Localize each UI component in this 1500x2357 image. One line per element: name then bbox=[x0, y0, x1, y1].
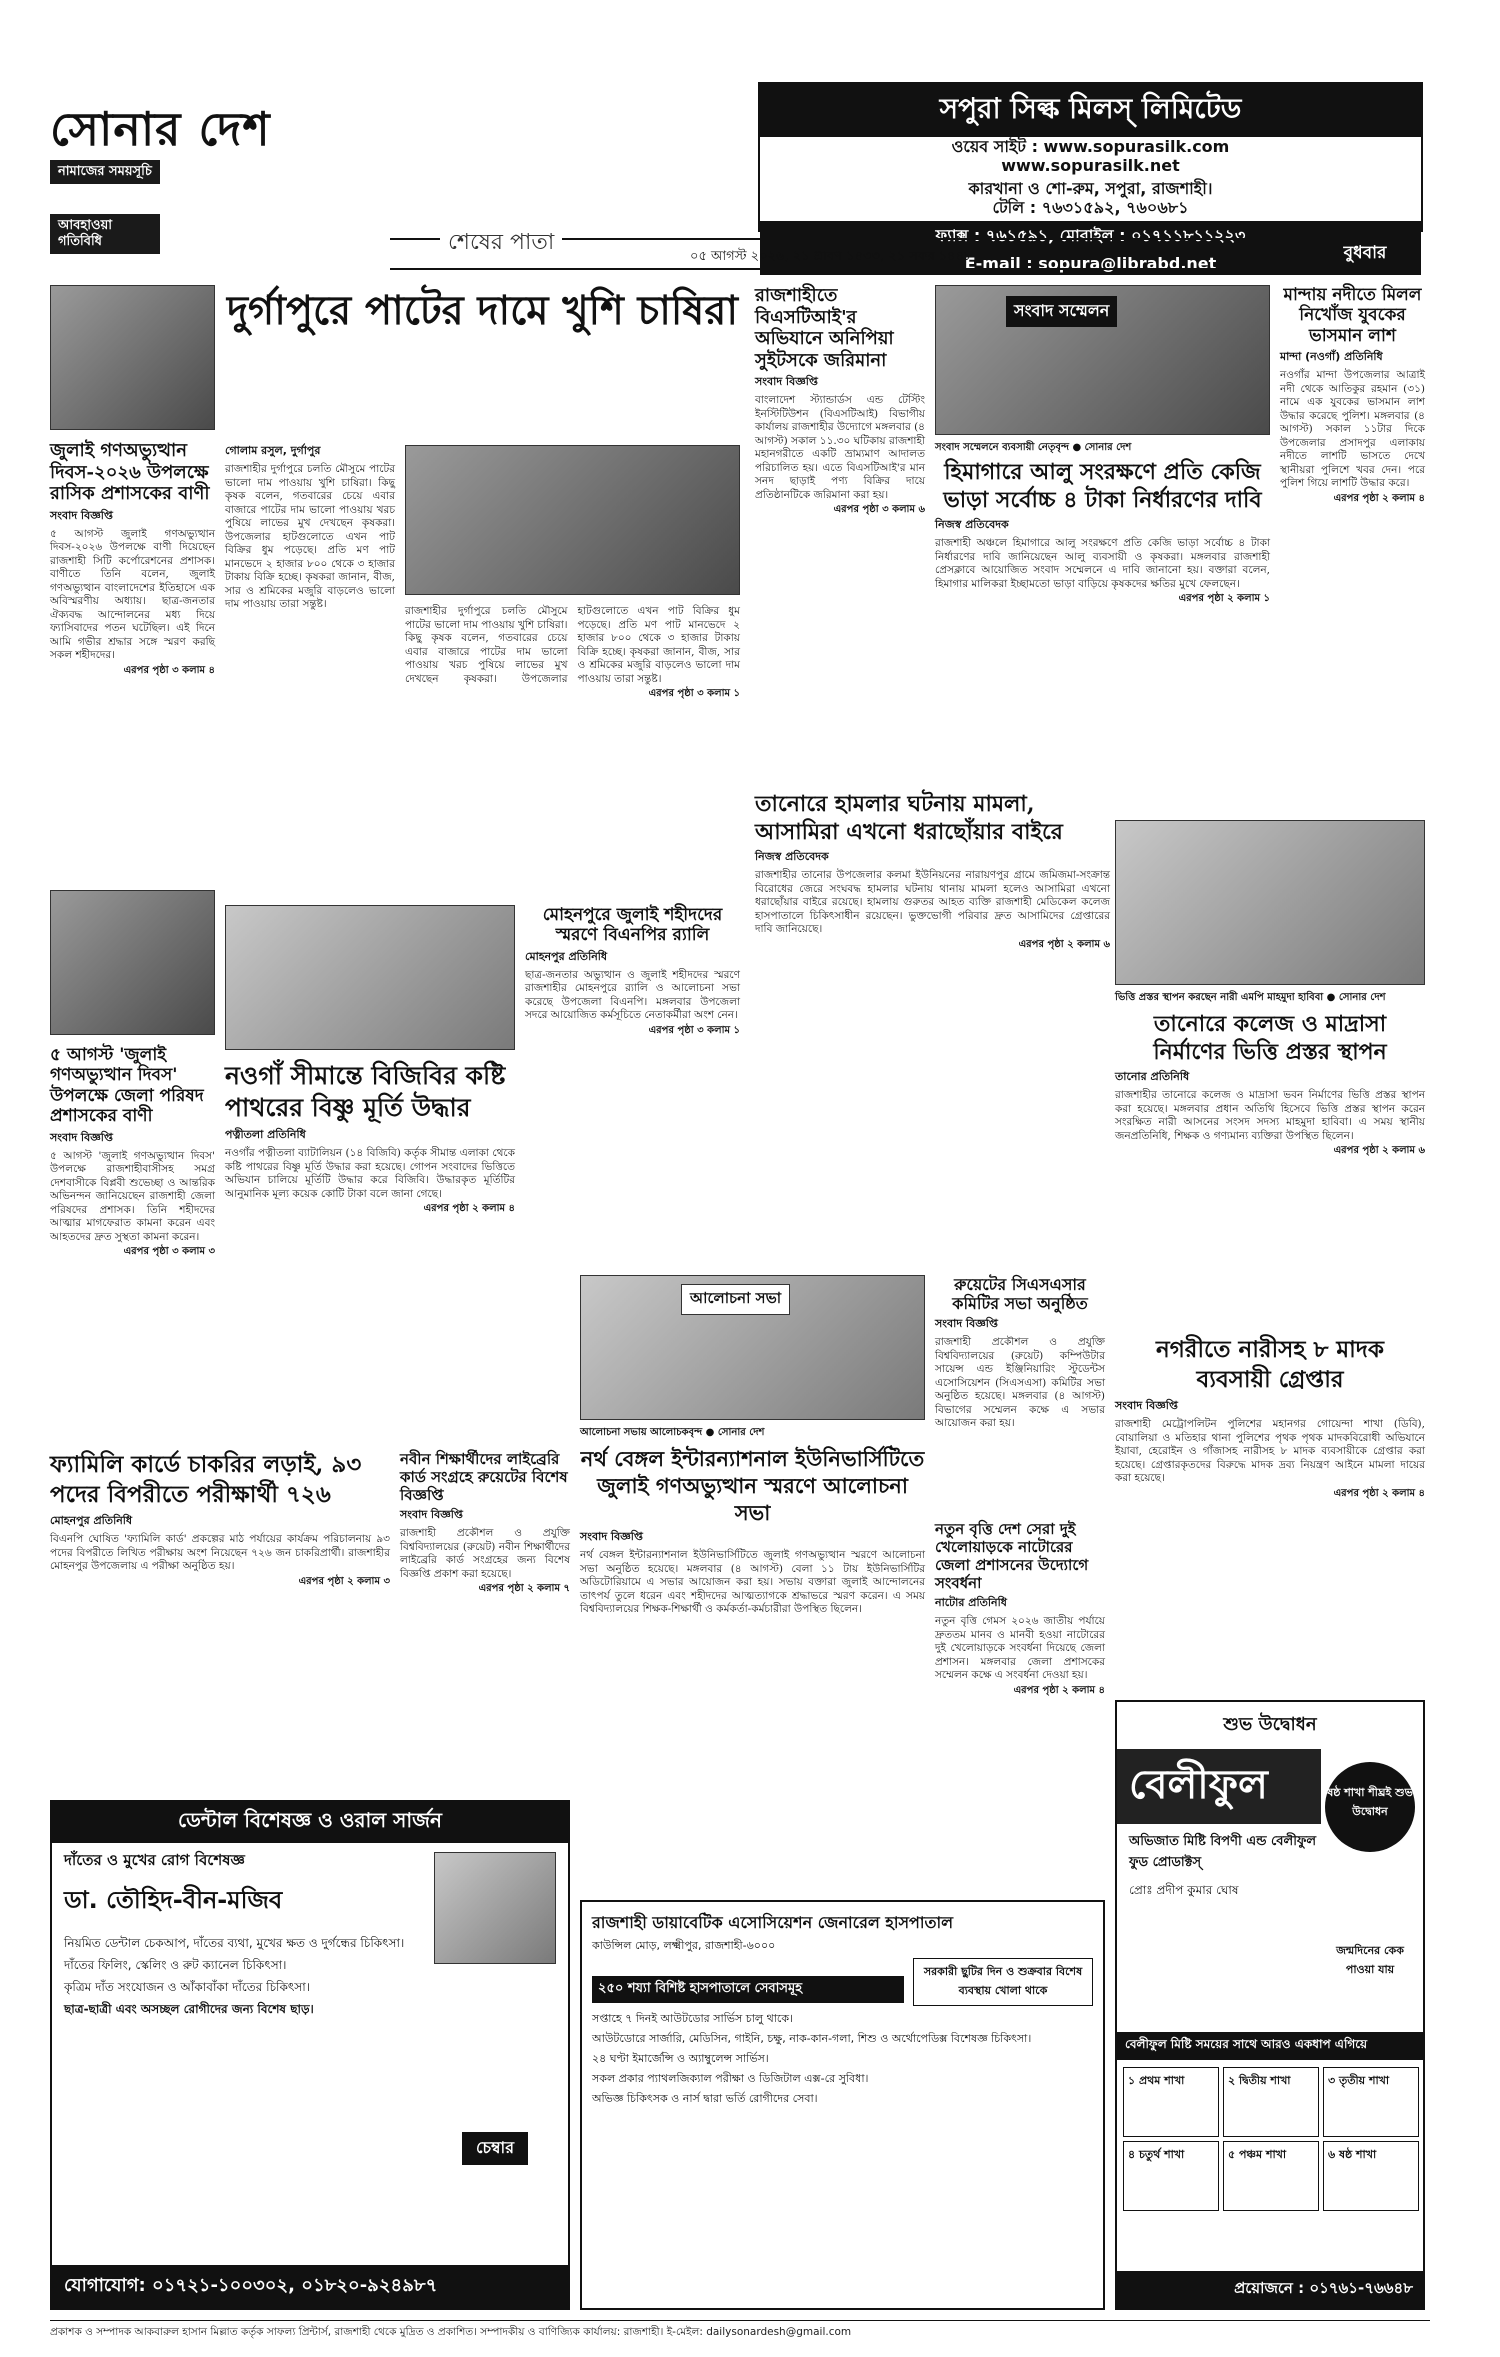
body: নতুন বৃত্তি গেমস ২০২৬ জাতীয় পর্যায়ে দ্রুততম মানব ও মানবী হওয়া নাটোরের দুই খেলোয়াড়কে সংবর্ধনা দিয়েছে জেলা প্রশাসন। মঙ্গলবার জেলা প্রশাসকের সম্মেলন কক্ষে এ সংবর্ধনা দেওয়া হয়। bbox=[935, 1615, 1105, 1681]
ad-email[interactable]: E-mail : sopura@librabd.net bbox=[760, 252, 1421, 275]
byline: সংবাদ বিজ্ঞপ্তি bbox=[935, 1317, 998, 1331]
story-cold-storage bbox=[935, 458, 1270, 608]
ad-branch-badge: ষষ্ঠ শাখা শীঘ্রই শুভ উদ্বোধন bbox=[1325, 1762, 1415, 1852]
ad-item: সপ্তাহে ৭ দিনই আউটডোর সার্ভিস চালু থাকে। bbox=[592, 2012, 793, 2025]
ad-badge: সরকারী ছুটির দিন ও শুক্রবার বিশেষ ব্যবস্থায় খোলা থাকে bbox=[913, 1958, 1093, 2006]
body: ৫ আগস্ট 'জুলাই গণঅভ্যুত্থান দিবস' উপলক্ষে রাজশাহীবাসীসহ সমগ্র দেশবাসীকে বিপ্লবী শুভেচ্ছা ও আন্তরিক অভিনন্দন জানিয়েছেন রাজশাহী জেলা পরিষদের প্রশাসক। তিনি শহীদদের আত্মার মাগফেরাত কামনা করেন এবং আহতদের দ্রুত সুস্থতা কামনা করেন। bbox=[50, 1149, 215, 1243]
byline: সংবাদ বিজ্ঞপ্তি bbox=[755, 375, 818, 389]
continued[interactable]: এরপর পৃষ্ঠা ২ কলাম ৪ bbox=[1013, 1684, 1105, 1696]
headline: হিমাগারে আলু সংরক্ষণে প্রতি কেজি ভাড়া সর্বোচ্চ ৪ টাকা নির্ধারণের দাবি bbox=[943, 459, 1262, 513]
story-lead-body2 bbox=[405, 605, 740, 703]
story-lead bbox=[225, 285, 740, 337]
photo-district-administrator bbox=[50, 890, 215, 1035]
photo-jute-market bbox=[405, 445, 740, 595]
continued[interactable]: এরপর পৃষ্ঠা ২ কলাম ৪ bbox=[1333, 1487, 1425, 1499]
branch: ৫ পঞ্চম শাখা bbox=[1223, 2141, 1319, 2211]
masthead-tabs bbox=[50, 160, 160, 254]
story-nbiu bbox=[580, 1445, 925, 1617]
headline: মান্দায় নদীতে মিলল নিখোঁজ যুবকের ভাসমান লাশ bbox=[1283, 285, 1422, 346]
branch: ১ প্রথম শাখা bbox=[1123, 2067, 1219, 2137]
headline: ৫ আগস্ট 'জুলাই গণঅভ্যুত্থান দিবস' উপলক্ষে জেলা পরিষদ প্রশাসকের বাণী bbox=[50, 1045, 204, 1127]
ad-services bbox=[52, 1924, 436, 2028]
byline: সংবাদ বিজ্ঞপ্তি bbox=[50, 508, 113, 522]
ad-contact[interactable]: যোগাযোগ: ০১৭২১-১০০৩০২, ০১৮২০-৯২৪৯৮৭ bbox=[52, 2265, 568, 2308]
ad-item: সকল প্রকার প্যাথলজিক্যাল পরীক্ষা ও ডিজিটাল এক্স-রে সুবিধা। bbox=[592, 2072, 869, 2085]
headline: রাজশাহীতে বিএসটিআই'র অভিযানে অনিপিয়া সুইটসকে জরিমানা bbox=[755, 285, 894, 371]
tab-weather[interactable]: আবহাওয়া গতিবিধি bbox=[50, 214, 160, 254]
date-text: ০৫ আগস্ট ২০২৬, ২১ শ্রাবণ ১৪৩৩, ২১ সফর ১৪৪৮ bbox=[690, 249, 973, 264]
headline: তানোরে হামলার ঘটনায় মামলা, আসামিরা এখনো ধরাছোঁয়ার বাইরে bbox=[755, 791, 1063, 845]
headline: নগরীতে নারীসহ ৮ মাদক ব্যবসায়ী গ্রেপ্তার bbox=[1155, 1336, 1384, 1393]
photo-caption: আলোচনা সভায় আলোচকবৃন্দ ● সোনার দেশ bbox=[580, 1427, 765, 1438]
body: ৫ আগস্ট জুলাই গণঅভ্যুত্থান দিবস-২০২৬ উপলক্ষে বাণী দিয়েছেন রাজশাহী সিটি কর্পোরেশনের প্রশাসক। বাণীতে তিনি বলেন, জুলাই গণঅভ্যুত্থান বাংলাদেশের ইতিহাসে এক অবিস্মরণীয় অধ্যায়। ছাত্র-জনতার ঐক্যবদ্ধ আন্দোলনের মধ্য দিয়ে ফ্যাসিবাদের পতন ঘটেছিল। এই দিনে আমি গভীর শ্রদ্ধার সঙ্গে স্মরণ করছি সকল শহীদদের। bbox=[50, 527, 215, 662]
ad-subtitle: দাঁতের ও মুখের রোগ বিশেষজ্ঞ bbox=[64, 1851, 245, 1869]
body: রাজশাহীর দুর্গাপুরে চলতি মৌসুমে পাটের ভালো দাম পাওয়ায় খুশি চাষিরা। কিছু কৃষক বলেন, গতবারের চেয়ে এবার বাজারে পাটের দাম ভালো পাওয়ায় খরচ পুষিয়ে লাভের মুখ দেখছেন কৃষকরা। উপজেলার হাটগুলোতে এখন পাট বিক্রির ধুম পড়েছে। প্রতি মণ পাট মানভেদে ২ হাজার ৮০০ থেকে ৩ হাজার টাকায় বিক্রি হচ্ছে। কৃষকরা জানান, বীজ, সার ও শ্রমিকের মজুরি বাড়লেও ভালো দাম পাওয়ায় তারা সন্তুষ্ট। bbox=[225, 463, 395, 610]
photo-press-conference bbox=[935, 285, 1270, 435]
ad-title: রাজশাহী ডায়াবেটিক এসোসিয়েশন জেনারেল হাসপাতাল bbox=[592, 1913, 954, 1932]
body: বাংলাদেশ স্ট্যান্ডার্ডস এন্ড টেস্টিং ইনস্টিটিউশন (বিএসটিআই) বিভাগীয় কার্যালয় রাজশাহীর উদ্যোগে মঙ্গলবার (৪ আগস্ট) সকাল ১১.৩০ ঘটিকায় রাজশাহী মহানগরীতে একটি ভ্রাম্যমাণ আদালত পরিচালিত হয়। এতে বিএসটিআই'র মান সনদ ছাড়াই পণ্য বিক্রির দায়ে প্রতিষ্ঠানটিকে জরিমানা করা হয়। bbox=[755, 394, 925, 501]
ad-website2[interactable]: www.sopurasilk.net bbox=[1001, 156, 1180, 175]
headline: রুয়েটের সিএসএসার কমিটির সভা অনুষ্ঠিত bbox=[952, 1275, 1088, 1314]
continued[interactable]: এরপর পৃষ্ঠা ৩ কলাম ১ bbox=[648, 1024, 740, 1036]
ad-hospital bbox=[580, 1900, 1105, 2310]
ad-dental bbox=[50, 1800, 570, 2310]
ad-quality: বেলীফুল মিষ্টি সময়ের সাথে আরও একধাপ এগিয়ে bbox=[1117, 2032, 1423, 2060]
ad-section: ২৫০ শয্যা বিশিষ্ট হাসপাতালে সেবাসমূহ bbox=[592, 1976, 904, 2003]
continued[interactable]: এরপর পৃষ্ঠা ২ কলাম ৬ bbox=[1333, 1145, 1425, 1156]
byline: গোলাম রসুল, দুর্গাপুর bbox=[225, 444, 321, 457]
byline: পত্নীতলা প্রতিনিধি bbox=[225, 1128, 306, 1141]
body: রাজশাহী মেট্রোপলিটন পুলিশের মহানগর গোয়েন্দা শাখা (ডিবি), বোয়ালিয়া ও মতিহার থানা পুলিশের পৃথক পৃথক মাদকবিরোধী অভিযানে ইয়াবা, হেরোইন ও গাঁজাসহ নারীসহ ৮ মাদক ব্যবসায়ীকে গ্রেপ্তার করা হয়েছে। গ্রেপ্তারকৃতদের বিরুদ্ধে মাদক দ্রব্য নিয়ন্ত্রণ আইনে মামলা দায়ের করা হয়েছে। bbox=[1115, 1418, 1425, 1484]
body: রাজশাহী অঞ্চলে হিমাগারে আলু সংরক্ষণে প্রতি কেজি ভাড়া সর্বোচ্চ ৪ টাকা নির্ধারণের দাবি জানিয়েছেন আলু ব্যবসায়ী ও কৃষকরা। মঙ্গলবার রাজশাহী প্রেসক্লাবে আয়োজিত সংবাদ সম্মেলনে এ দাবি জানানো হয়। বক্তারা বলেন, হিমাগার মালিকরা ইচ্ছামতো ভাড়া বাড়িয়ে কৃষকদের ক্ষতির মুখে ফেলছেন। bbox=[935, 537, 1270, 590]
ad-tag: অভিজাত মিষ্টি বিপণী এন্ড বেলীফুল ফুড প্রোডাক্টস্ bbox=[1129, 1834, 1317, 1870]
continued[interactable]: এরপর পৃষ্ঠা ২ কলাম ১ bbox=[1178, 593, 1270, 604]
headline: নওগাঁ সীমান্তে বিজিবির কষ্টি পাথরের বিষ্ণু মূর্তি উদ্ধার bbox=[225, 1061, 506, 1122]
tooth-icon bbox=[434, 1852, 556, 1964]
ad-phone[interactable]: প্রয়োজনে : ০১৭৬১-৭৬৬৪৮ bbox=[1117, 2271, 1423, 2308]
photo-rasik-administrator bbox=[50, 285, 215, 430]
byline: নাটোর প্রতিনিধি bbox=[935, 1596, 1007, 1609]
continued[interactable]: এরপর পৃষ্ঠা ২ কলাম ৬ bbox=[1018, 938, 1110, 950]
body: নর্থ বেঙ্গল ইন্টারন্যাশনাল ইউনিভার্সিটিতে জুলাই গণঅভ্যুত্থান স্মরণে আলোচনা সভা অনুষ্ঠিত হয়েছে। মঙ্গলবার (৪ আগস্ট) বেলা ১১ টায় ইউনিভার্সিটির অডিটোরিয়ামে এ সভার আয়োজন করা হয়। সভায় বক্তারা জুলাই আন্দোলনের তাৎপর্য তুলে ধরেন এবং শহীদদের আত্মত্যাগকে শ্রদ্ধাভরে স্মরণ করেন। এ সময় বিশ্ববিদ্যালয়ের শিক্ষক-শিক্ষার্থী ও কর্মকর্তা-কর্মচারীরা উপস্থিত ছিলেন। bbox=[580, 1549, 925, 1615]
byline: মান্দা (নওগাঁ) প্রতিনিধি bbox=[1280, 350, 1383, 364]
ad-item: আউটডোরে সার্জারি, মেডিসিন, গাইনি, চক্ষু, নাক-কান-গলা, শিশু ও অর্থোপেডিক্স বিশেষজ্ঞ চিকিৎসা। bbox=[592, 2032, 1032, 2045]
ad-owner: প্রোঃ প্রদীপ কুমার ঘোষ bbox=[1129, 1883, 1239, 1897]
body: রাজশাহীর তানোরে কলেজ ও মাদ্রাসা ভবন নির্মাণের ভিত্তি প্রস্তর স্থাপন করা হয়েছে। মঙ্গলবার প্রধান অতিথি হিসেবে ভিত্তি প্রস্তর স্থাপন করেন সংরক্ষিত নারী আসনের সংসদ সদস্য মাহমুদা হাবিবা। এ সময় স্থানীয় জনপ্রতিনিধি, শিক্ষক ও গণ্যমান্য ব্যক্তিরা উপস্থিত ছিলেন। bbox=[1115, 1089, 1425, 1142]
story-lead-body bbox=[225, 440, 395, 612]
story-left2 bbox=[50, 1045, 215, 1261]
branch: ৬ ষষ্ঠ শাখা bbox=[1323, 2141, 1419, 2211]
photo-caption: ভিত্তি প্রস্তর স্থাপন করছেন নারী এমপি মাহমুদা হাবিবা ● সোনার দেশ bbox=[1115, 992, 1386, 1003]
ad-item: ছাত্র-ছাত্রী এবং অসচ্ছল রোগীদের জন্য বিশেষ ছাড়। bbox=[64, 2002, 314, 2016]
ad-item: নিয়মিত ডেন্টাল চেকআপ, দাঁতের ব্যথা, মুখের ক্ষত ও দুর্গন্ধের চিকিৎসা। bbox=[64, 1936, 405, 1950]
photo-caption: সংবাদ সম্মেলনে ব্যবসায়ী নেতৃবৃন্দ ● সোনার দেশ bbox=[935, 442, 1132, 453]
body: রাজশাহীর তানোর উপজেলার কলমা ইউনিয়নের নারায়ণপুর গ্রামে জমিজমা-সংক্রান্ত বিরোধের জেরে সংঘবদ্ধ হামলার ঘটনায় থানায় মামলা হলেও আসামিরা এখনো ধরাছোঁয়ার বাইরে রয়েছে। হামলায় গুরুতর আহত ব্যক্তি রাজশাহী মেডিকেল কলেজ হাসপাতালে চিকিৎসাধীন রয়েছেন। ভুক্তভোগী পরিবার দ্রুত আসামিদের গ্রেপ্তারের দাবি জানিয়েছে। bbox=[755, 869, 1110, 935]
headline: তানোরে কলেজ ও মাদ্রাসা নির্মাণের ভিত্তি প্রস্তর স্থাপন bbox=[1153, 1011, 1387, 1065]
continued[interactable]: এরপর পৃষ্ঠা ২ কলাম ৩ bbox=[298, 1575, 390, 1587]
ad-website1[interactable]: ওয়েব সাইট : www.sopurasilk.com bbox=[951, 137, 1230, 156]
tab-prayer-times[interactable]: নামাজের সময়সূচি bbox=[50, 160, 160, 184]
ad-chamber: চেম্বার bbox=[462, 2132, 528, 2165]
ad-item: ২৪ ঘণ্টা ইমার্জেন্সি ও অ্যাম্বুলেন্স সার্ভিস। bbox=[592, 2052, 769, 2065]
story-tanore-case bbox=[755, 790, 1110, 954]
continued[interactable]: এরপর পৃষ্ঠা ২ কলাম ৭ bbox=[478, 1583, 570, 1594]
body: নওগাঁর পত্নীতলা ব্যাটালিয়ন (১৪ বিজিবি) কর্তৃক সীমান্ত এলাকা থেকে কষ্টি পাথরের বিষ্ণু মূর্তি উদ্ধার করা হয়েছে। গোপন সংবাদের ভিত্তিতে অভিযান চালিয়ে মূর্তিটি উদ্ধার করে বিজিবি। উদ্ধারকৃত মূর্তিটির আনুমানিক মূল্য কয়েক কোটি টাকা বলে জানা গেছে। bbox=[225, 1147, 515, 1200]
story-ruet bbox=[935, 1275, 1105, 1431]
ad-phone: টেলি : ৭৬৩১৫৯২, ৭৬০৬৮১ bbox=[992, 198, 1189, 217]
branch: ২ দ্বিতীয় শাখা bbox=[1223, 2067, 1319, 2137]
byline: তানোর প্রতিনিধি bbox=[1115, 1070, 1190, 1083]
day-name: বুধবার bbox=[1310, 236, 1420, 270]
continued[interactable]: এরপর পৃষ্ঠা ৩ কলাম ৪ bbox=[123, 664, 215, 676]
headline: নতুন বৃত্তি দেশ সেরা দুই খেলোয়াড়কে নাটোরের জেলা প্রশাসনের উদ্যোগে সংবর্ধনা bbox=[935, 1520, 1089, 1592]
byline: মোহনপুর প্রতিনিধি bbox=[50, 1514, 133, 1527]
ad-branches bbox=[1123, 2067, 1419, 2211]
headline: নবীন শিক্ষার্থীদের লাইব্রেরি কার্ড সংগ্রহে রুয়েটের বিশেষ বিজ্ঞপ্তি bbox=[400, 1450, 568, 1504]
ad-company: সপুরা সিল্ক মিলস্ লিমিটেড bbox=[760, 84, 1421, 137]
body: রাজশাহীর দুর্গাপুরে চলতি মৌসুমে পাটের ভালো দাম পাওয়ায় খুশি চাষিরা। কিছু কৃষক বলেন, গতবারের চেয়ে এবার বাজারে পাটের দাম ভালো পাওয়ায় খরচ পুষিয়ে লাভের মুখ দেখছেন কৃষকরা। উপজেলার হাটগুলোতে এখন পাট বিক্রির ধুম পড়েছে। প্রতি মণ পাট মানভেদে ২ হাজার ৮০০ থেকে ৩ হাজার টাকায় বিক্রি হচ্ছে। কৃষকরা জানান, বীজ, সার ও শ্রমিকের মজুরি বাড়লেও ভালো দাম পাওয়ায় তারা সন্তুষ্ট। bbox=[405, 605, 740, 685]
ad-sweets bbox=[1115, 1700, 1425, 2310]
story-left1 bbox=[50, 440, 215, 680]
ad-services bbox=[582, 2009, 1103, 2109]
continued[interactable]: এরপর পৃষ্ঠা ৩ কলাম ৩ bbox=[123, 1246, 215, 1258]
page-name: শেষের পাতা bbox=[440, 225, 562, 262]
continued[interactable]: এরপর পৃষ্ঠা ৩ কলাম ৬ bbox=[833, 504, 925, 516]
ad-address: কাউন্সিল মোড়, লক্ষ্মীপুর, রাজশাহী-৬০০০ bbox=[592, 1939, 776, 1952]
story-athletes bbox=[935, 1520, 1105, 1700]
footer-imprint: প্রকাশক ও সম্পাদক আকবারুল হাসান মিল্লাত কর্তৃক সাফল্য প্রিন্টার্স, রাজশাহী থেকে মুদ্রিত ও প্রকাশিত। সম্পাদকীয় ও বাণিজ্যিক কার্যালয়: রাজশাহী। ই-মেইল: dailysonardesh@gmail.com bbox=[50, 2320, 1430, 2342]
ad-item: কৃত্রিম দাঁত সংযোজন ও আঁকাবাঁকা দাঁতের চিকিৎসা। bbox=[64, 1980, 310, 1994]
ad-address: কারখানা ও শো-রুম, সপুরা, রাজশাহী। bbox=[968, 179, 1213, 198]
masthead-title: সোনার দেশ bbox=[50, 102, 271, 156]
headline: মোহনপুরে জুলাই শহীদদের স্মরণে বিএনপির র‍্যালি bbox=[542, 905, 723, 946]
headline: নর্থ বেঙ্গল ইন্টারন্যাশনাল ইউনিভার্সিটিতে জুলাই গণঅভ্যুত্থান স্মরণে আলোচনা সভা bbox=[580, 1446, 925, 1525]
ad-opening: শুভ উদ্বোধন bbox=[1223, 1714, 1317, 1735]
body: রাজশাহী প্রকৌশল ও প্রযুক্তি বিশ্ববিদ্যালয়ের (রুয়েট) কম্পিউটার সায়েন্স এন্ড ইঞ্জিনিয়ারিং স্টুডেন্টস এসোসিয়েশন (সিএসএসা) কমিটির সভা অনুষ্ঠিত হয়েছে। মঙ্গলবার (৪ আগস্ট) বিভাগের সম্মেলন কক্ষে এ সভার আয়োজন করা হয়। bbox=[935, 1336, 1105, 1430]
byline: মোহনপুর প্রতিনিধি bbox=[525, 949, 608, 963]
story-family-card bbox=[50, 1450, 390, 1591]
ad-title: ডেন্টাল বিশেষজ্ঞ ও ওরাল সার্জন bbox=[52, 1802, 568, 1843]
body: বিএনপি ঘোষিত 'ফ্যামিলি কার্ড' প্রকল্পের মাঠ পর্যায়ের কার্যক্রম পরিচালনায় ৯৩ পদের বিপরীতে লিখিত পরীক্ষায় অংশ নিয়েছেন ৭২৬ জন চাকরিপ্রার্থী। রাজশাহীর মোহনপুর উপজেলায় এ পরীক্ষা অনুষ্ঠিত হয়। bbox=[50, 1533, 390, 1572]
photo-discussion bbox=[580, 1275, 925, 1420]
headline: দুর্গাপুরে পাটের দামে খুশি চাষিরা bbox=[227, 287, 738, 334]
byline: নিজস্ব প্রতিবেদক bbox=[935, 518, 1009, 531]
continued[interactable]: এরপর পৃষ্ঠা ২ কলাম ৪ bbox=[423, 1203, 515, 1214]
byline: সংবাদ বিজ্ঞপ্তি bbox=[400, 1508, 463, 1521]
story-body-found bbox=[1280, 285, 1425, 508]
story-bsti bbox=[755, 285, 925, 519]
story-bgb bbox=[225, 1060, 515, 1218]
byline: নিজস্ব প্রতিবেদক bbox=[755, 850, 829, 863]
byline: সংবাদ বিজ্ঞপ্তি bbox=[50, 1130, 113, 1144]
continued[interactable]: এরপর পৃষ্ঠা ৩ কলাম ১ bbox=[648, 688, 740, 699]
banner-text: সংবাদ সম্মেলন bbox=[1006, 296, 1117, 327]
ad-doctor: ডা. তৌহিদ-বীন-মজিব bbox=[64, 1886, 283, 1914]
story-drugs bbox=[1115, 1335, 1425, 1503]
ad-fax: ফ্যাক্স : ৭৬১৫৯১, মোবাইল : ০১৭১১৮১১২২৩ bbox=[760, 221, 1421, 252]
headline: জুলাই গণঅভ্যুত্থান দিবস-২০২৬ উপলক্ষে রাসিক প্রশাসকের বাণী bbox=[50, 440, 210, 505]
ad-item: অভিজ্ঞ চিকিৎসক ও নার্স দ্বারা ভর্তি রোগীদের সেবা। bbox=[592, 2092, 818, 2105]
byline: সংবাদ বিজ্ঞপ্তি bbox=[580, 1530, 643, 1543]
photo-foundation-stone bbox=[1115, 820, 1425, 985]
ad-brand: বেলীফুল bbox=[1117, 1749, 1321, 1824]
body: রাজশাহী প্রকৌশল ও প্রযুক্তি বিশ্ববিদ্যালয়ের (রুয়েট) নবীন শিক্ষার্থীদের লাইব্রেরি কার্ড সংগ্রহের জন্য বিশেষ বিজ্ঞপ্তি প্রকাশ করা হয়েছে। bbox=[400, 1527, 570, 1580]
body: নওগাঁর মান্দা উপজেলার আত্রাই নদী থেকে আতিকুর রহমান (৩১) নামে এক যুবকের ভাসমান লাশ উদ্ধার করেছে পুলিশ। মঙ্গলবার (৪ আগস্ট) সকাল ১১টার দিকে উপজেলার প্রসাদপুর এলাকায় নদীতে লাশটি ভাসতে দেখে স্থানীয়রা পুলিশে খবর দেন। পরে পুলিশ গিয়ে লাশটি উদ্ধার করে। bbox=[1280, 369, 1425, 490]
continued[interactable]: এরপর পৃষ্ঠা ২ কলাম ৪ bbox=[1333, 492, 1425, 504]
ad-cake: জন্মদিনের কেক পাওয়া যায় bbox=[1336, 1944, 1404, 1976]
banner-text: আলোচনা সভা bbox=[681, 1284, 790, 1315]
body: ছাত্র-জনতার অভ্যুত্থান ও জুলাই শহীদদের স্মরণে রাজশাহীর মোহনপুরে র‍্যালি ও আলোচনা সভা করেছে উপজেলা বিএনপি। মঙ্গলবার উপজেলা সদরে আয়োজিত কর্মসূচিতে নেতাকর্মীরা অংশ নেন। bbox=[525, 968, 740, 1022]
photo-bgb-idol bbox=[225, 905, 515, 1050]
branch: ৩ তৃতীয় শাখা bbox=[1323, 2067, 1419, 2137]
story-rally bbox=[525, 905, 740, 1040]
byline: সংবাদ বিজ্ঞপ্তি bbox=[1115, 1399, 1178, 1412]
story-library bbox=[400, 1450, 570, 1598]
ad-item: দাঁতের ফিলিং, স্কেলিং ও রুট ক্যানেল চিকিৎসা। bbox=[64, 1958, 287, 1972]
story-foundation bbox=[1115, 1010, 1425, 1160]
headline: ফ্যামিলি কার্ডে চাকরির লড়াই, ৯৩ পদের বিপরীতে পরীক্ষার্থী ৭২৬ bbox=[50, 1451, 362, 1508]
branch: ৪ চতুর্থ শাখা bbox=[1123, 2141, 1219, 2211]
